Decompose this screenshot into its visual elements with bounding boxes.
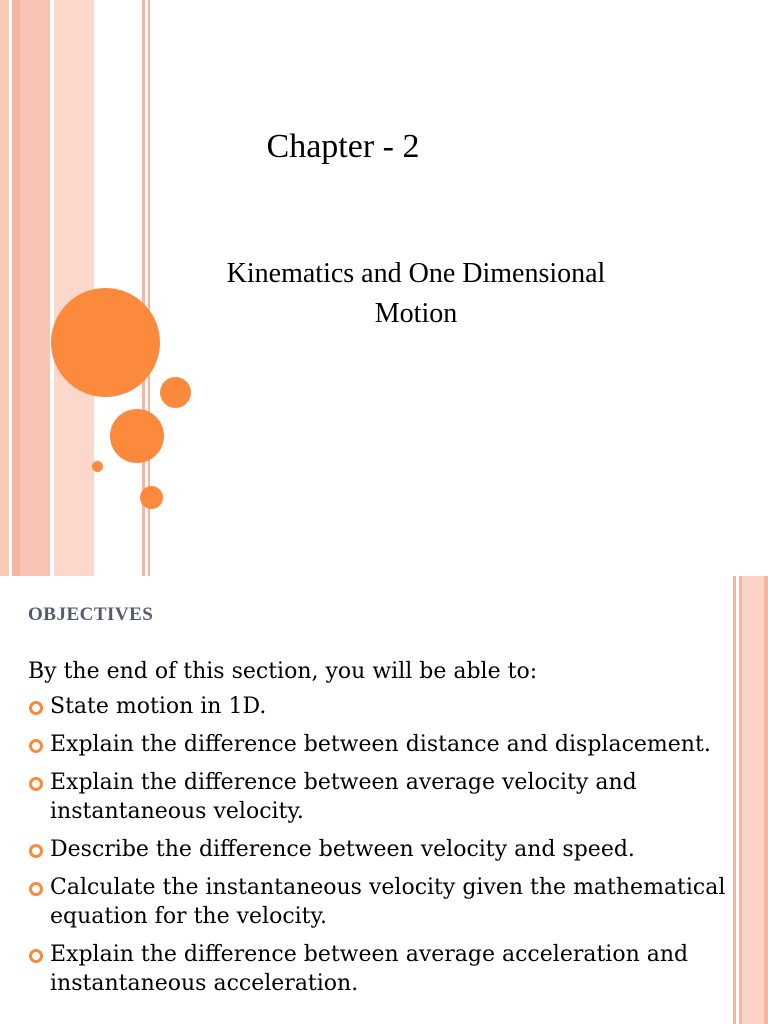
medium-orange-circle (110, 409, 164, 463)
objectives-slide (0, 576, 768, 1024)
right-stripe-band (764, 576, 768, 1024)
subtitle-line: Motion (374, 298, 458, 329)
objectives-intro: By the end of this section, you will be able to: (28, 659, 538, 684)
list-item (28, 873, 728, 931)
bullet-ring-icon (29, 844, 43, 858)
list-item (28, 835, 728, 864)
right-stripe-band (742, 576, 764, 1024)
list-item-text: Explain the difference between average acceleration and instantaneous acceleration. (50, 942, 689, 996)
bullet-ring-icon (29, 882, 43, 896)
left-stripe-band (20, 0, 50, 576)
chapter-title: Chapter - 2 (266, 128, 420, 165)
bullet-ring-icon (29, 777, 43, 791)
objectives-heading: OBJECTIVES (28, 604, 154, 625)
list-item-text: Describe the difference between velocity and speed. (50, 837, 635, 862)
left-stripe-band (0, 0, 9, 576)
left-stripe-band (54, 0, 94, 576)
right-stripe-line (733, 576, 736, 1024)
list-item (28, 768, 728, 826)
list-item (28, 730, 728, 759)
list-item-text: Explain the difference between average velocity and instantaneous velocity. (50, 770, 637, 824)
chapter-subtitle (166, 254, 666, 334)
large-orange-circle (51, 288, 160, 397)
tiny-orange-circle (92, 461, 103, 472)
list-item (28, 940, 728, 998)
small-orange-circle (140, 486, 163, 509)
bullet-ring-icon (29, 739, 43, 753)
left-stripe-band (12, 0, 20, 576)
small-orange-circle (160, 377, 191, 408)
bullet-ring-icon (29, 949, 43, 963)
list-item (28, 692, 728, 721)
list-item-text: Explain the difference between distance and displacement. (50, 732, 711, 757)
bullet-ring-icon (29, 701, 43, 715)
objectives-list (28, 692, 728, 1007)
subtitle-line: Kinematics and One Dimensional (226, 258, 606, 289)
list-item-text: Calculate the instantaneous velocity given the mathematical equation for the velocity. (50, 875, 726, 929)
list-item-text: State motion in 1D. (50, 694, 267, 719)
